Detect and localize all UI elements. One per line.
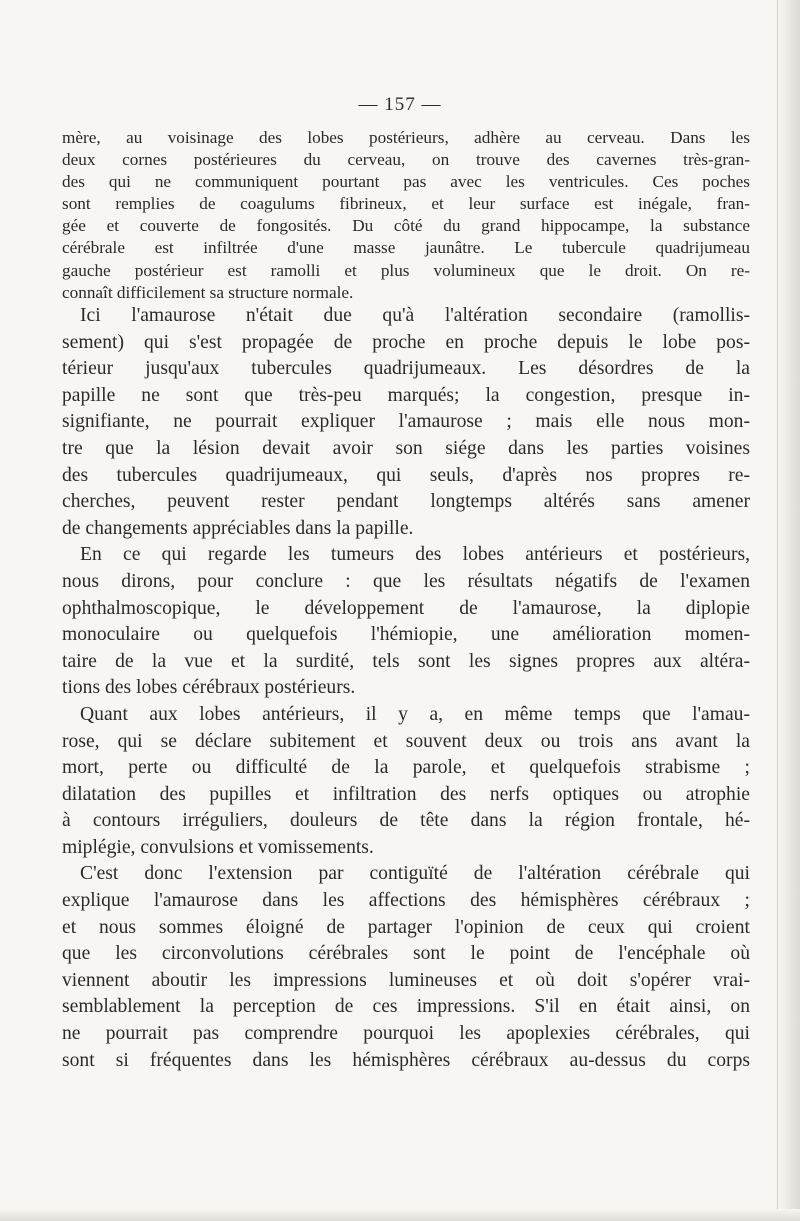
- text-line: En ce qui regarde les tumeurs des lobes antérieurs et postérieurs,: [80, 544, 750, 566]
- text-line: Quant aux lobes antérieurs, il y a, en même temps que l'amau-: [80, 703, 750, 725]
- text-line: tions des lobes cérébraux postérieurs.: [62, 677, 356, 699]
- text-line: des tubercules quadrijumeaux, qui seuls, d'après nos propres re-: [62, 464, 750, 486]
- text-line: que les circonvolutions cérébrales sont le point de l'encéphale où: [62, 943, 750, 965]
- text-line: des qui ne communiquent pourtant pas avec les ventricules. Ces poches: [62, 172, 750, 192]
- text-line: tre que la lésion devait avoir son siége dans les parties voisines: [62, 437, 750, 459]
- text-line: gée et couverte de fongosités. Du côté du grand hippocampe, la substance: [62, 216, 750, 236]
- text-line: mère, au voisinage des lobes postérieurs, adhère au cerveau. Dans les: [62, 128, 750, 147]
- text-line: mort, perte ou difficulté de la parole, et quelquefois strabisme ;: [62, 757, 750, 779]
- text-line: sont si fréquentes dans les hémisphères cérébraux au-dessus du corps: [62, 1049, 750, 1071]
- text-line: explique l'amaurose dans les affections des hémisphères cérébraux ;: [62, 890, 750, 912]
- text-line: nous dirons, pour conclure : que les résultats négatifs de l'examen: [62, 570, 750, 592]
- text-line: signifiante, ne pourrait expliquer l'amaurose ; mais elle nous mon-: [62, 411, 750, 433]
- text-line: C'est donc l'extension par contiguïté de l'altération cérébrale qui: [80, 863, 750, 885]
- page-number: — 157 —: [358, 94, 442, 115]
- paragraph-autopsy: [62, 127, 750, 304]
- text-line: cérébrale est infiltrée d'une masse jaunâtre. Le tubercule quadrijumeau: [62, 238, 750, 258]
- page-bottom-shadow: [0, 1209, 800, 1221]
- text-line: taire de la vue et la surdité, tels sont les signes propres aux altéra-: [62, 650, 750, 672]
- text-line: monoculaire ou quelquefois l'hémiopie, une amélioration momen-: [62, 624, 750, 646]
- main-text: [62, 303, 750, 1074]
- text-line: deux cornes postérieures du cerveau, on trouve des cavernes très-gran-: [62, 150, 750, 170]
- text-line: connaît difficilement sa structure normale.: [62, 282, 354, 302]
- text-line: dilatation des pupilles et infiltration des nerfs optiques ou atrophie: [62, 783, 750, 805]
- page-edge-shadow: [777, 0, 800, 1221]
- text-line: semblablement la perception de ces impressions. S'il en était ainsi, on: [62, 996, 750, 1018]
- text-line: papille ne sont que très-peu marqués; la congestion, presque in-: [62, 384, 750, 406]
- text-line: ophthalmoscopique, le développement de l'amaurose, la diplopie: [62, 597, 750, 619]
- text-line: miplégie, convulsions et vomissements.: [62, 836, 374, 858]
- text-line: ne pourrait pas comprendre pourquoi les apoplexies cérébrales, qui: [62, 1023, 750, 1045]
- text-line: de changements appréciables dans la papille.: [62, 517, 414, 539]
- text-line: et nous sommes éloigné de partager l'opinion de ceux qui croient: [62, 916, 750, 938]
- text-line: sement) qui s'est propagée de proche en proche depuis le lobe pos-: [62, 331, 750, 353]
- text-line: rose, qui se déclare subitement et souvent deux ou trois ans avant la: [62, 730, 750, 752]
- text-line: Ici l'amaurose n'était due qu'à l'altération secondaire (ramollis-: [80, 305, 750, 326]
- text-line: viennent aboutir les impressions lumineuses et où doit s'opérer vrai-: [62, 969, 750, 991]
- text-line: térieur jusqu'aux tubercules quadrijumeaux. Les désordres de la: [62, 358, 750, 380]
- text-line: cherches, peuvent rester pendant longtemps altérés sans amener: [62, 491, 750, 513]
- text-line: sont remplies de coagulums fibrineux, et leur surface est inégale, fran-: [62, 194, 750, 214]
- text-line: gauche postérieur est ramolli et plus volumineux que le droit. On re-: [62, 260, 750, 280]
- text-line: à contours irréguliers, douleurs de tête dans la région frontale, hé-: [62, 810, 750, 832]
